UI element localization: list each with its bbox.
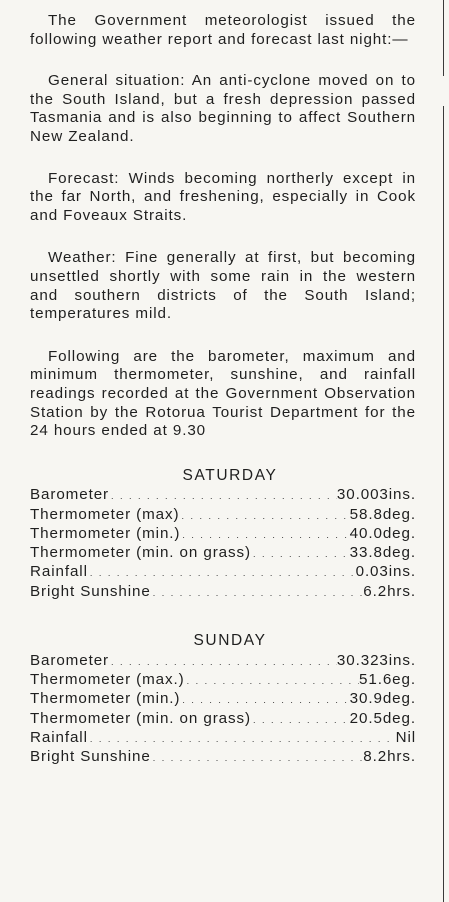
leader-dots	[109, 652, 337, 671]
reading-label: Thermometer (max.)	[30, 670, 185, 688]
weather-paragraph: Weather: Fine generally at first, but becoming unsettled shortly with some rain in the western and southern districts of the South Island; temperatures mild.	[30, 249, 416, 323]
reading-value: 30.9deg.	[349, 690, 416, 708]
reading-label: Rainfall	[30, 563, 88, 581]
reading-label: Thermometer (min.)	[30, 524, 181, 542]
intro-paragraph: The Government meteorologist issued the following weather report and forecast last night:—	[30, 12, 416, 48]
reading-row	[30, 486, 416, 505]
saturday-readings	[30, 486, 416, 602]
reading-row	[30, 525, 416, 544]
reading-label: Bright Sunshine	[30, 748, 151, 766]
reading-label: Barometer	[30, 486, 110, 504]
sunday-heading: SUNDAY	[193, 632, 267, 650]
reading-value: Nil	[395, 728, 416, 746]
leader-dots	[251, 544, 350, 563]
reading-label: Barometer	[30, 651, 110, 669]
leader-dots	[88, 563, 356, 582]
reading-row	[30, 563, 416, 582]
leader-dots	[251, 710, 350, 729]
reading-label: Rainfall	[30, 728, 88, 746]
reading-value: 33.8deg.	[349, 544, 416, 562]
leader-dots	[185, 671, 359, 690]
reading-row	[30, 544, 416, 563]
reading-row	[30, 710, 416, 729]
saturday-heading: SATURDAY	[182, 466, 278, 484]
reading-row	[30, 748, 416, 767]
leader-dots	[179, 506, 349, 525]
reading-row	[30, 690, 416, 709]
reading-value: 51.6eg.	[359, 670, 416, 688]
sunday-readings	[30, 652, 416, 768]
forecast-paragraph: Forecast: Winds becoming northerly except in the far North, and freshening, especially in Cook and Foveaux Straits.	[30, 169, 416, 224]
reading-label: Thermometer (max)	[30, 505, 180, 523]
reading-value: 30.003ins.	[336, 486, 416, 504]
weather-report-column	[30, 12, 416, 767]
leader-dots	[88, 729, 396, 748]
leader-dots	[180, 690, 349, 709]
reading-row	[30, 506, 416, 525]
reading-row	[30, 652, 416, 671]
reading-value: 6.2hrs.	[363, 582, 416, 600]
reading-row	[30, 583, 416, 602]
reading-value: 58.8deg.	[349, 505, 416, 523]
reading-row	[30, 671, 416, 690]
general-situation-paragraph: General situation: An anti-cyclone moved on to the South Island, but a fresh depression passed Tasmania and is also beginning to affect Southern New Zealand.	[30, 72, 416, 145]
reading-label: Thermometer (min.)	[30, 690, 181, 708]
reading-value: 30.323ins.	[336, 651, 416, 669]
leader-dots	[151, 748, 364, 767]
leader-dots	[109, 486, 337, 505]
reading-value: 20.5deg.	[349, 709, 416, 727]
reading-value: 0.03ins.	[355, 563, 416, 581]
column-rule	[443, 0, 444, 902]
leader-dots	[180, 525, 349, 544]
reading-label: Thermometer (min. on grass)	[30, 709, 251, 727]
reading-value: 8.2hrs.	[363, 748, 416, 766]
reading-row	[30, 729, 416, 748]
reading-value: 40.0deg.	[349, 524, 416, 542]
readings-intro-paragraph: Following are the barometer, maximum and minimum thermometer, sunshine, and rainfall readings recorded at the Government Observation Station by the Rotorua Tourist Department for the 24 hours ended at 9.30	[30, 347, 416, 440]
leader-dots	[151, 583, 364, 602]
reading-label: Bright Sunshine	[30, 582, 151, 600]
reading-label: Thermometer (min. on grass)	[30, 544, 251, 562]
